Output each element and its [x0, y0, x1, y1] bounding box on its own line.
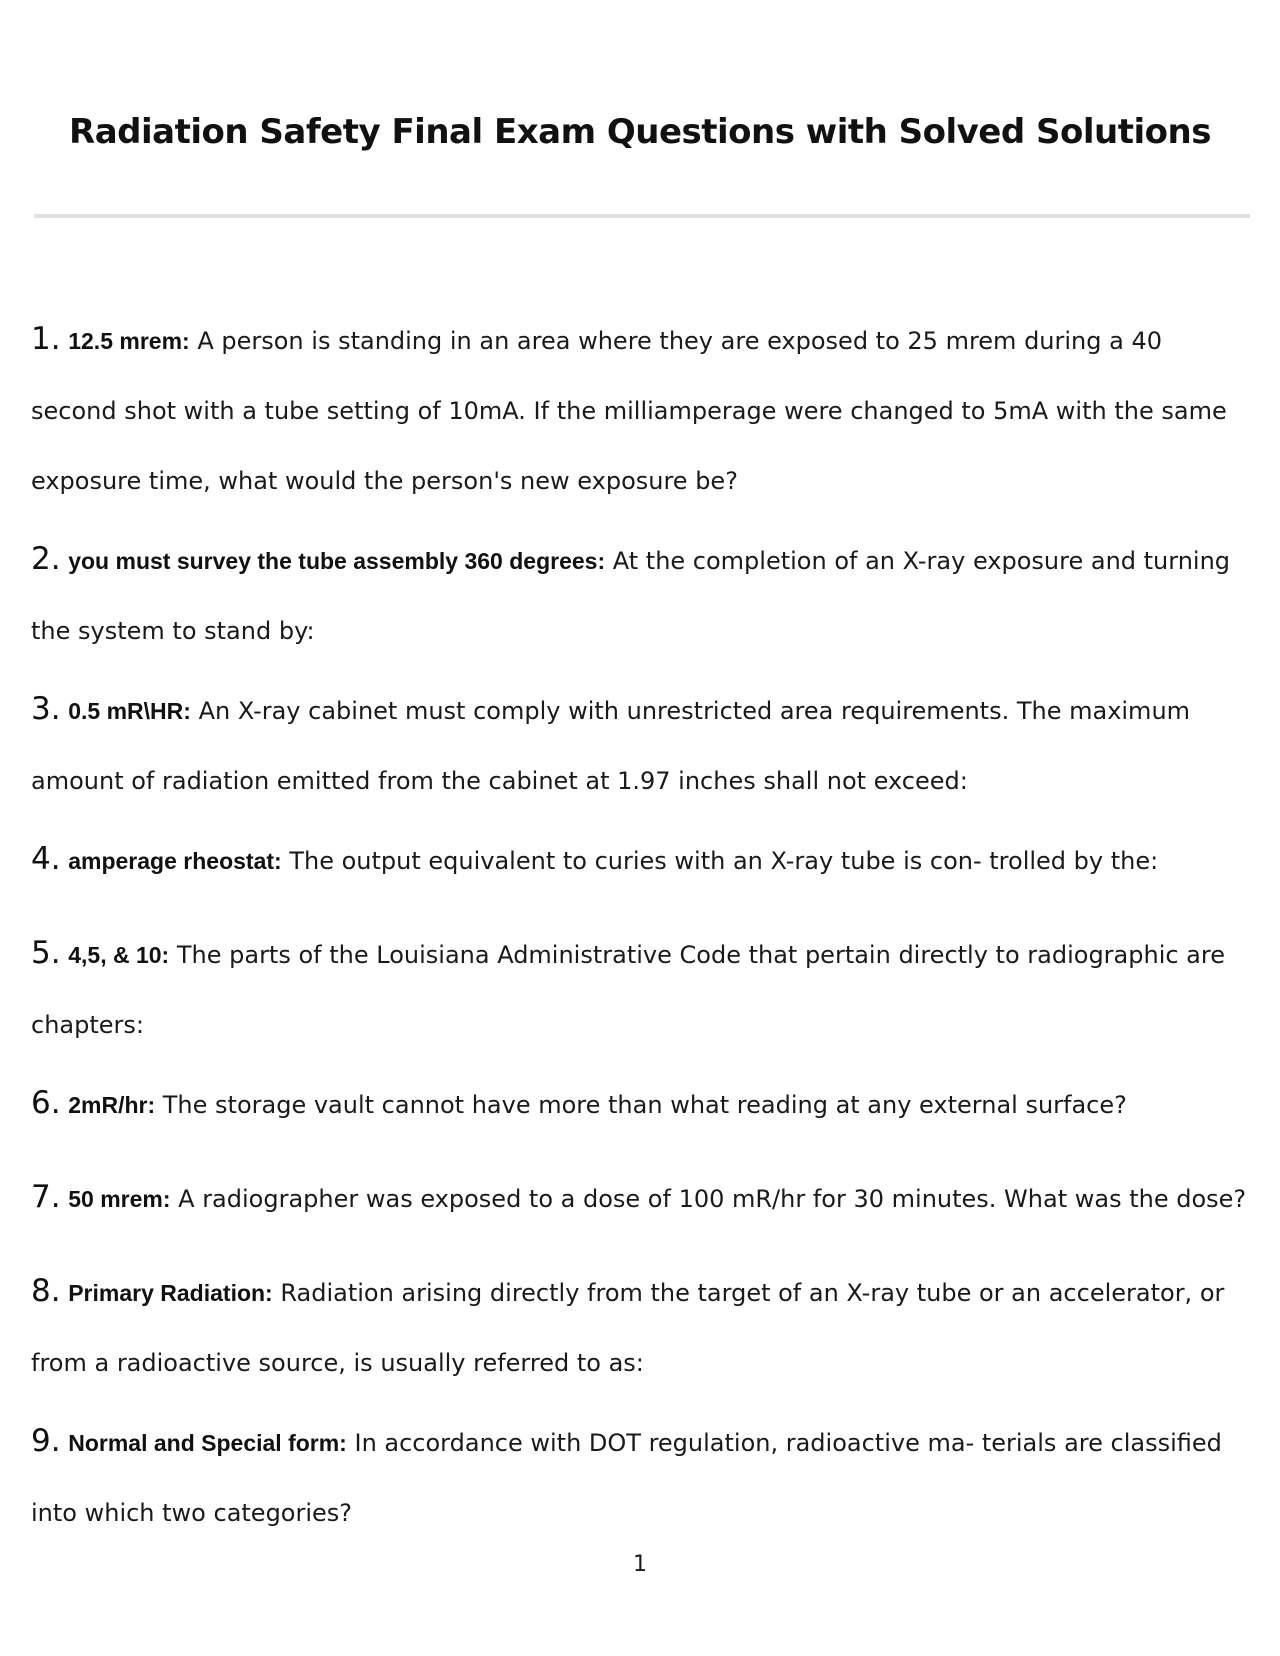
question-answer: 2mR/hr: — [68, 1092, 156, 1118]
question-number: 7. — [31, 1179, 61, 1215]
question-item — [31, 824, 1251, 896]
question-text: A radiographer was exposed to a dose of 100 mR/hr for 30 minutes. What was the dose? — [178, 1185, 1247, 1213]
question-number: 9. — [31, 1423, 61, 1459]
question-text: Radiation arising directly from the target of an X-ray tube or an accelerator, or from a radioactive source, is usually referred to as: — [31, 1279, 1225, 1377]
question-list — [31, 304, 1251, 1556]
question-number: 3. — [31, 691, 61, 727]
question-answer: Primary Radiation: — [68, 1280, 273, 1306]
question-text: An X-ray cabinet must comply with unrestricted area requirements. The maximum amount of radiation emitted from the cabinet at 1.97 inches shall not exceed: — [31, 697, 1191, 795]
question-item — [31, 304, 1251, 516]
title-divider — [34, 214, 1250, 218]
question-number: 6. — [31, 1085, 61, 1121]
question-item — [31, 524, 1251, 666]
question-number: 2. — [31, 541, 61, 577]
question-number: 5. — [31, 935, 61, 971]
question-answer: 0.5 mR\HR: — [68, 698, 191, 724]
page-number: 1 — [633, 1552, 647, 1577]
question-answer: 50 mrem: — [68, 1186, 171, 1212]
question-answer: amperage rheostat: — [68, 848, 282, 874]
question-item — [31, 1162, 1251, 1234]
question-text: The parts of the Louisiana Administrative Code that pertain directly to radiographic are chapters: — [31, 941, 1225, 1039]
question-number: 8. — [31, 1273, 61, 1309]
question-item — [31, 1256, 1251, 1398]
question-number: 4. — [31, 841, 61, 877]
question-text: A person is standing in an area where they are exposed to 25 mrem during a 40 second shot with a tube setting of 10mA. If the milliamperage were changed to 5mA with the same exposure time, what would the person's new exposure be? — [31, 327, 1227, 495]
question-text: At the completion of an X-ray exposure and turning the system to stand by: — [31, 547, 1231, 645]
question-item — [31, 674, 1251, 816]
question-answer: 12.5 mrem: — [68, 328, 190, 354]
question-number: 1. — [31, 321, 61, 357]
question-answer: 4,5, & 10: — [68, 942, 170, 968]
page-title: Radiation Safety Final Exam Questions with Solved Solutions — [69, 112, 1211, 152]
question-answer: Normal and Special form: — [68, 1430, 347, 1456]
question-text: The output equivalent to curies with an X-ray tube is con- trolled by the: — [289, 847, 1159, 875]
question-text: The storage vault cannot have more than what reading at any external surface? — [162, 1091, 1127, 1119]
question-text: In accordance with DOT regulation, radioactive ma- terials are classified into which two categories? — [31, 1429, 1222, 1527]
question-item — [31, 918, 1251, 1060]
question-item — [31, 1406, 1251, 1548]
question-item — [31, 1068, 1251, 1140]
question-answer: you must survey the tube assembly 360 degrees: — [68, 548, 606, 574]
